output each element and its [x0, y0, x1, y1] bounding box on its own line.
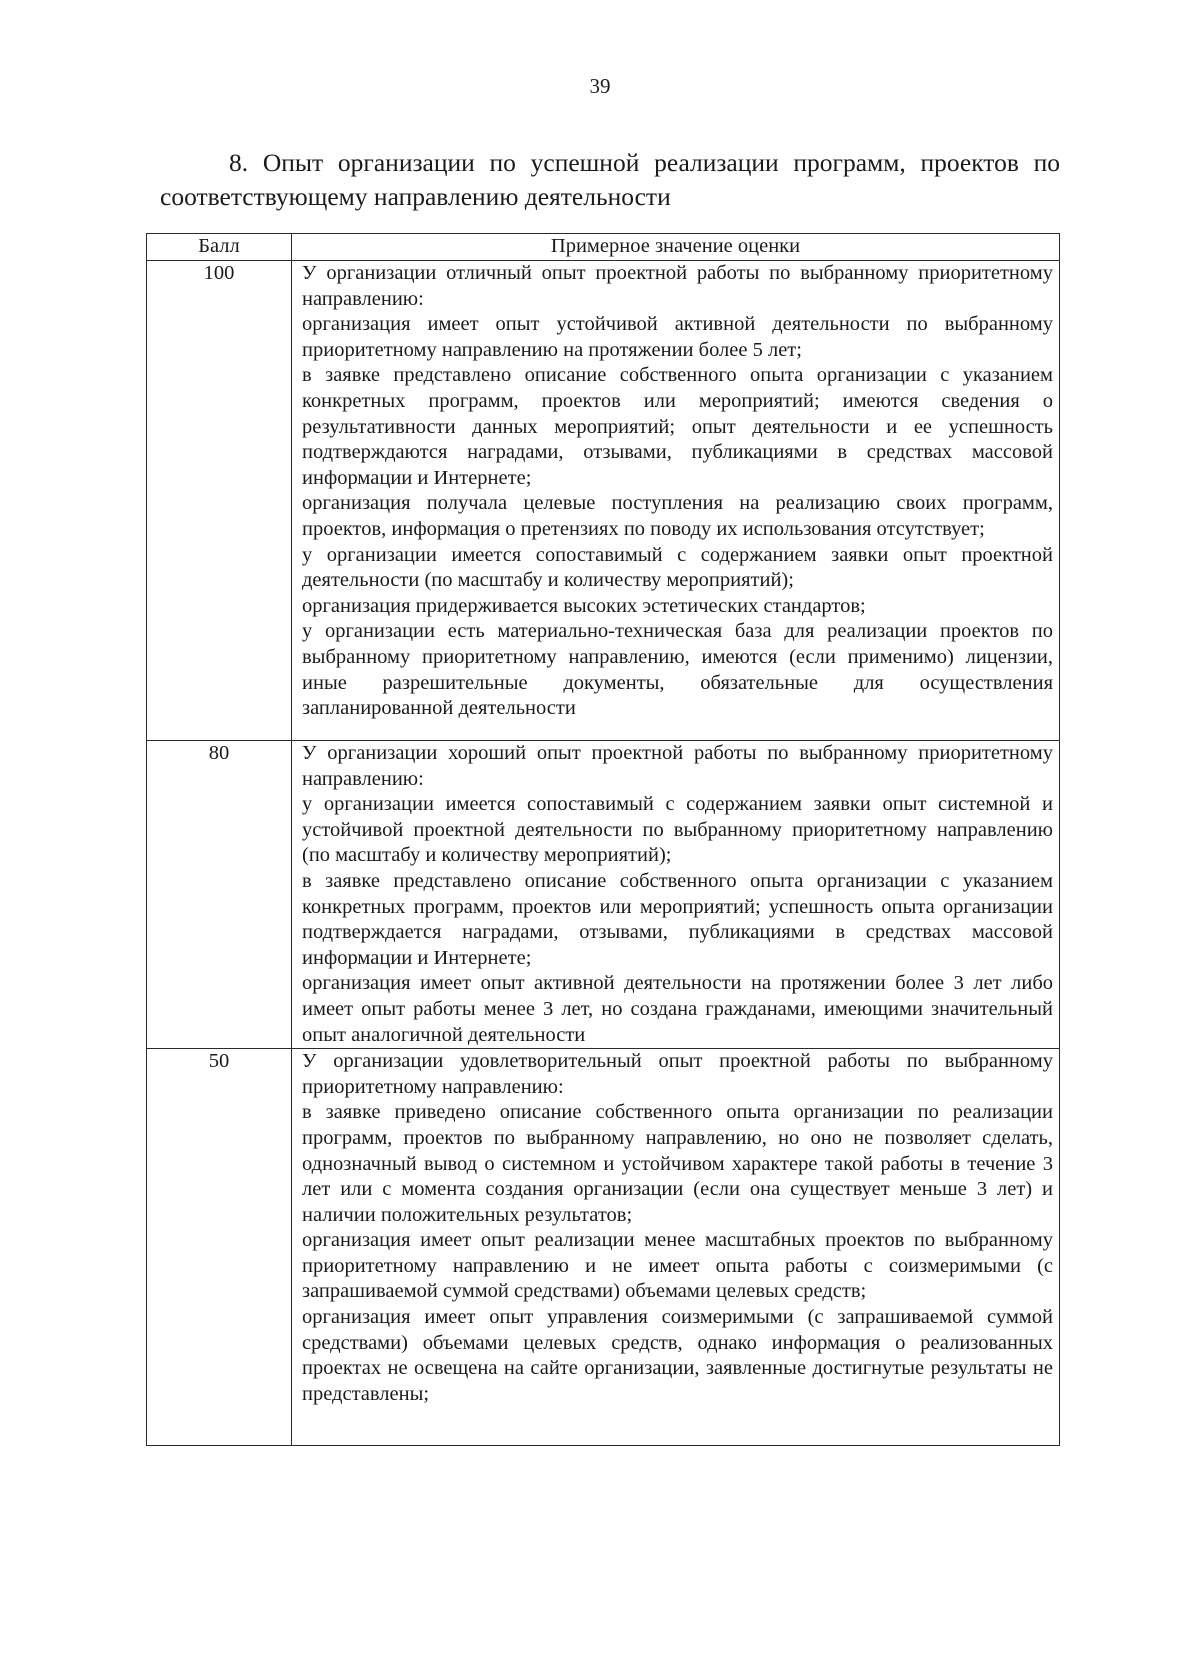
- criteria-line: У организации хороший опыт проектной работы по выбранному приоритетному направлению:: [302, 742, 1053, 790]
- criteria-line: организация имеет опыт управления соизмеримыми (с запрашиваемой суммой средствами) объемами целевых средств, однако информация о реализованных проектах не освещена на сайте организации, заявленные достигнутые результаты не представлены;: [302, 1306, 1053, 1405]
- criteria-line: организация имеет опыт реализации менее масштабных проектов по выбранному приоритетному направлению и не имеет опыта работы с соизмеримыми (с запрашиваемой суммой средствами) объемами целевых средств;: [302, 1229, 1053, 1303]
- table-row-80: [147, 741, 1060, 1049]
- header-score: Балл: [147, 234, 292, 261]
- criteria-line: у организации есть материально-техническая база для реализации проектов по выбранному приоритетному направлению, имеются (если применимо) лицензии, иные разрешительные документы, обязательные для осуществления запланированной деятельности: [302, 620, 1053, 720]
- section-heading: 8. Опыт организации по успешной реализации программ, проектов по соответствующему направлению деятельности: [160, 148, 1060, 211]
- criteria-line: У организации удовлетворительный опыт проектной работы по выбранному приоритетному направлению:: [302, 1050, 1053, 1098]
- score-cell: 50: [147, 1049, 292, 1446]
- criteria-line: организация придерживается высоких эстетических стандартов;: [302, 594, 866, 617]
- table-row-50: [147, 1049, 1060, 1446]
- criteria-line: в заявке приведено описание собственного опыта организации по реализации программ, проектов по выбранному направлению, но оно не позволяет сделать, однозначный вывод о системном и устойчивом характере такой работы в течение 3 лет или с момента создания организации (если она существует меньше 3 лет) и наличии положительных результатов;: [302, 1101, 1053, 1226]
- criteria-line: организация имеет опыт активной деятельности на протяжении более 3 лет либо имеет опыт работы менее 3 лет, но создана гражданами, имеющими значительный опыт аналогичной деятельности: [302, 972, 1053, 1046]
- description-cell: [292, 741, 1060, 1049]
- criteria-line: организация имеет опыт устойчивой активной деятельности по выбранному приоритетному направлению на протяжении более 5 лет;: [302, 313, 1053, 361]
- header-description: Примерное значение оценки: [292, 234, 1060, 261]
- criteria-line: организация получала целевые поступления на реализацию своих программ, проектов, информация о претензиях по поводу их использования отсутствует;: [302, 492, 1053, 540]
- criteria-line: в заявке представлено описание собственного опыта организации с указанием конкретных программ, проектов или мероприятий; имеются сведения о результативности данных мероприятий; опыт деятельности и ее успешность подтверждаются наградами, отзывами, публикациями в средствах массовой информации и Интернете;: [302, 364, 1053, 489]
- criteria-table: [146, 233, 1060, 1446]
- score-cell: 100: [147, 261, 292, 741]
- criteria-line: в заявке представлено описание собственного опыта организации с указанием конкретных программ, проектов или мероприятий; успешность опыта организации подтверждается наградами, отзывами, публикациями в средствах массовой информации и Интернете;: [302, 869, 1053, 969]
- criteria-line: у организации имеется сопоставимый с содержанием заявки опыт проектной деятельности (по масштабу и количеству мероприятий);: [302, 543, 1053, 592]
- description-cell: [292, 261, 1060, 741]
- score-cell: 80: [147, 741, 292, 1049]
- criteria-line: У организации отличный опыт проектной работы по выбранному приоритетному направлению:: [302, 262, 1053, 310]
- table-header-row: [147, 234, 1060, 261]
- criteria-line: у организации имеется сопоставимый с содержанием заявки опыт системной и устойчивой проектной деятельности по выбранному приоритетному направлению (по масштабу и количеству мероприятий);: [302, 793, 1053, 867]
- description-cell: [292, 1049, 1060, 1446]
- page-number: 39: [589, 74, 611, 98]
- table-row-100: [147, 261, 1060, 741]
